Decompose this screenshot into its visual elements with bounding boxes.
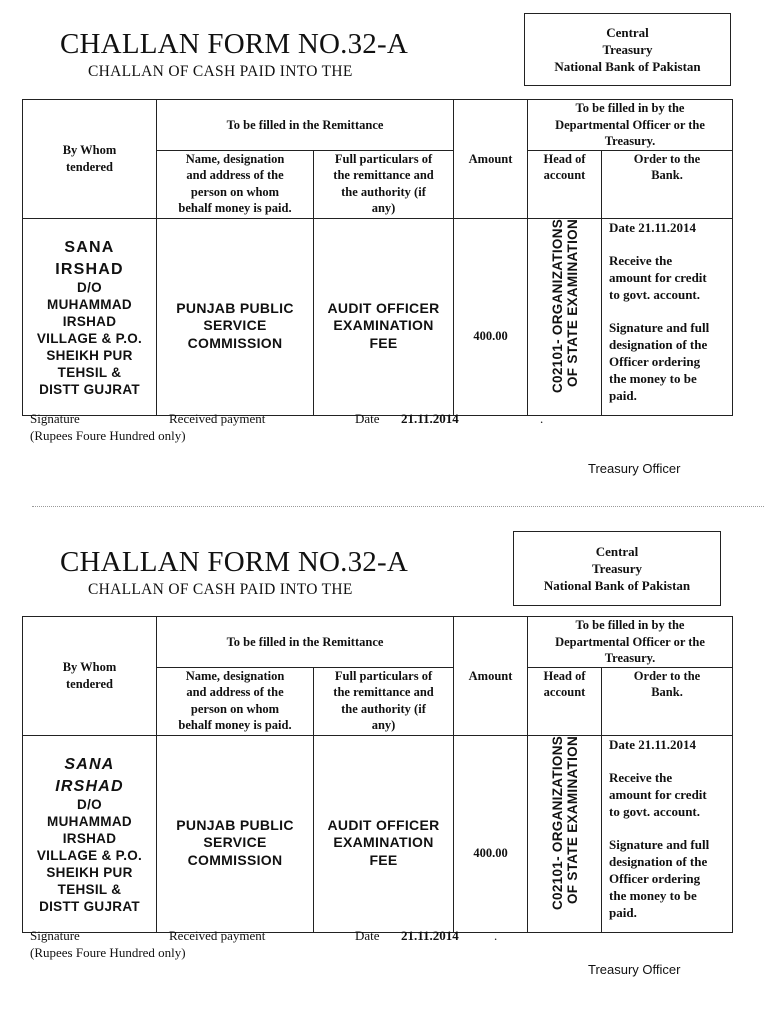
order-receive-line: Receive the	[609, 769, 673, 785]
tendered-name: SANA	[64, 239, 115, 256]
challan-table	[22, 99, 733, 416]
received-payment-label: Received payment	[169, 411, 266, 426]
particulars-cell	[314, 735, 454, 932]
header-amount: Amount	[454, 100, 528, 219]
order-signature-line: Signature and full	[609, 319, 710, 335]
treasury-box-line: Treasury	[602, 42, 653, 57]
treasury-box-line: Central	[606, 25, 649, 40]
header-head-of-account: Head of account	[528, 150, 602, 218]
signature-label: Signature	[30, 928, 80, 943]
header-particulars: Full particulars of the remittance and the authority (if any)	[314, 150, 454, 218]
order-receive-line: amount for credit	[609, 269, 707, 285]
tendered-by-cell	[23, 735, 157, 932]
tendered-address-line: DISTT GUJRAT	[39, 899, 140, 914]
tendered-address-line: SHEIKH PUR	[46, 348, 133, 363]
header-dept-officer: To be filled in by the Departmental Officer or the Treasury.	[528, 617, 733, 668]
order-signature-line: paid.	[609, 387, 637, 403]
header-remittance: To be filled in the Remittance	[157, 617, 454, 668]
footer-date-label: Date	[355, 411, 380, 426]
tendered-address-line: DISTT GUJRAT	[39, 382, 140, 397]
treasury-box	[513, 531, 721, 606]
tendered-address-line: SHEIKH PUR	[46, 865, 133, 880]
header-amount: Amount	[454, 617, 528, 736]
tendered-name: SANA	[64, 756, 115, 773]
order-signature-line: the money to be	[609, 370, 697, 386]
payee-cell	[157, 735, 314, 932]
tendered-address-line: IRSHAD	[62, 314, 117, 329]
amount-in-words: (Rupees Foure Hundred only)	[30, 945, 186, 960]
order-date: Date 21.11.2014	[609, 219, 697, 235]
header-head-of-account: Head of account	[528, 667, 602, 735]
payee-cell	[157, 218, 314, 415]
order-signature-line: the money to be	[609, 887, 697, 903]
amount-in-words: (Rupees Foure Hundred only)	[30, 428, 186, 443]
form-subtitle: CHALLAN OF CASH PAID INTO THE	[88, 581, 353, 598]
order-cell	[602, 735, 733, 932]
tendered-address-line: VILLAGE & P.O.	[36, 331, 143, 346]
order-receive-line: to govt. account.	[609, 286, 701, 302]
form-title: CHALLAN FORM NO.32-A	[60, 546, 408, 578]
order-signature-line: designation of the	[609, 853, 708, 869]
tendered-name: IRSHAD	[55, 261, 124, 278]
head-of-account-cell	[528, 214, 602, 415]
tendered-address-line: MUHAMMAD	[47, 297, 132, 312]
order-signature-line: paid.	[609, 904, 637, 920]
footer-dot: .	[494, 928, 498, 943]
amount-value: 400.00	[473, 329, 508, 344]
treasury-box-line: Treasury	[591, 561, 643, 576]
amount-cell	[454, 218, 528, 415]
order-receive-line: amount for credit	[609, 786, 707, 802]
tendered-address-line: MUHAMMAD	[47, 814, 132, 829]
payee-text: PUNJAB PUBLIC SERVICE COMMISSION	[176, 299, 294, 351]
order-date: Date 21.11.2014	[609, 736, 697, 752]
amount-cell	[454, 735, 528, 932]
head-of-account-cell	[528, 731, 602, 932]
challan-table	[22, 616, 733, 933]
header-by-whom: By Whom tendered	[23, 100, 157, 219]
received-payment-label: Received payment	[169, 928, 266, 943]
page-divider	[32, 506, 764, 507]
form-subtitle: CHALLAN OF CASH PAID INTO THE	[88, 63, 353, 80]
header-by-whom: By Whom tendered	[23, 617, 157, 736]
treasury-officer-label: Treasury Officer	[588, 962, 681, 977]
order-signature-line: Officer ordering	[609, 353, 701, 369]
footer-date-value: 21.11.2014	[401, 411, 459, 426]
tendered-by-cell	[23, 218, 157, 415]
signature-label: Signature	[30, 411, 80, 426]
head-of-account-code: C02101- ORGANIZATIONS OF STATE EXAMINATION	[549, 731, 580, 910]
tendered-address-line: D/O	[77, 797, 102, 812]
tendered-address-line: VILLAGE & P.O.	[36, 848, 143, 863]
treasury-box-line: National Bank of Pakistan	[554, 59, 701, 74]
payee-text: PUNJAB PUBLIC SERVICE COMMISSION	[176, 816, 294, 868]
particulars-text: AUDIT OFFICER EXAMINATION FEE	[327, 299, 440, 351]
amount-value: 400.00	[473, 846, 508, 861]
signature-row	[0, 411, 768, 429]
order-receive-line: Receive the	[609, 252, 673, 268]
header-order-to-bank: Order to the Bank.	[602, 667, 733, 735]
order-receive-line: to govt. account.	[609, 803, 701, 819]
header-name-designation: Name, designation and address of the person on whom behalf money is paid.	[157, 150, 314, 218]
footer-dot: .	[540, 411, 544, 426]
order-signature-line: designation of the	[609, 336, 708, 352]
tendered-address-line: TEHSIL &	[57, 365, 122, 380]
tendered-address-line: IRSHAD	[62, 831, 117, 846]
form-title: CHALLAN FORM NO.32-A	[60, 28, 408, 60]
particulars-text: AUDIT OFFICER EXAMINATION FEE	[327, 816, 440, 868]
footer-date-value: 21.11.2014	[401, 928, 459, 943]
particulars-cell	[314, 218, 454, 415]
order-cell	[602, 218, 733, 415]
order-signature-line: Officer ordering	[609, 870, 701, 886]
header-particulars: Full particulars of the remittance and the authority (if any)	[314, 667, 454, 735]
tendered-address-line: TEHSIL &	[57, 882, 122, 897]
treasury-box	[524, 13, 731, 86]
header-dept-officer: To be filled in by the Departmental Officer or the Treasury.	[528, 100, 733, 151]
treasury-box-line: Central	[595, 544, 639, 559]
header-name-designation: Name, designation and address of the person on whom behalf money is paid.	[157, 667, 314, 735]
header-order-to-bank: Order to the Bank.	[602, 150, 733, 218]
treasury-box-line: National Bank of Pakistan	[543, 578, 691, 593]
header-remittance: To be filled in the Remittance	[157, 100, 454, 151]
treasury-officer-label: Treasury Officer	[588, 461, 681, 476]
challan-form-1	[0, 0, 768, 480]
tendered-name: IRSHAD	[55, 778, 124, 795]
head-of-account-code: C02101- ORGANIZATIONS OF STATE EXAMINATION	[549, 214, 580, 393]
tendered-address-line: D/O	[77, 280, 102, 295]
signature-row	[0, 928, 768, 946]
challan-form-2	[0, 518, 768, 998]
footer-date-label: Date	[355, 928, 380, 943]
order-signature-line: Signature and full	[609, 836, 710, 852]
